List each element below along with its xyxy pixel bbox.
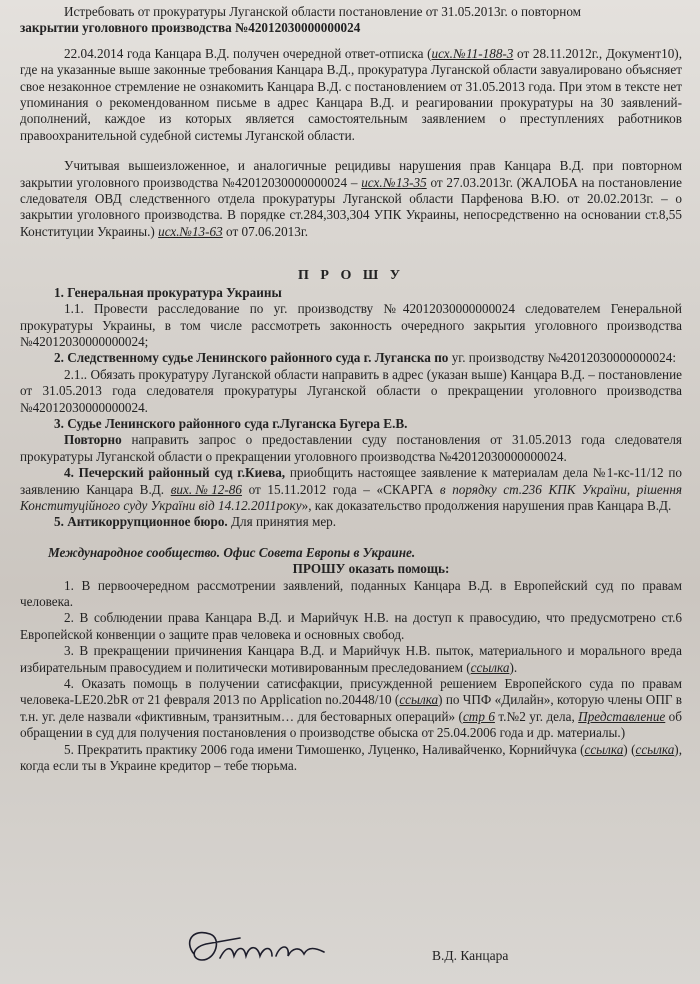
- intl-item-3-text-a: 3. В прекращении причинения Канцара В.Д. и Марийчук Н.В. пыток, материального и морального вреда избирательным правосудием и политически мотивированным преследованием (: [20, 643, 682, 675]
- para1-text-a: 22.04.2014 года Канцара В.Д. получен очередной ответ-отписка (: [64, 45, 432, 61]
- item-4-italic: в порядку ст.236 КПК України, рішення Конституційного суду України від 14.12.2011року: [20, 481, 682, 513]
- intl-item-5: [20, 742, 682, 775]
- item-3-text: [20, 432, 682, 465]
- link-ref-intl-4[interactable]: ссылка: [399, 692, 439, 708]
- help-request-heading: ПРОШУ оказать помощь:: [292, 561, 450, 577]
- intl-item-1: 1. В первоочередном рассмотрении заявлений, поданных Канцара В.Д. в Европейский суд по правам человека.: [20, 577, 682, 609]
- link-ref-intl-5b[interactable]: ссылка: [635, 741, 675, 757]
- item-1-text: 1.1. Провести расследование по уг. производству №42012030000000024 следователем Генеральной прокуратуры Украины, в том числе рассмотреть законность очередного закрытия уголовного производства №42012030000000024;: [20, 301, 682, 349]
- ref-link-13-35[interactable]: исх.№13-35: [361, 174, 427, 190]
- item-5-heading: 5. Антикоррупционное бюро.: [54, 514, 228, 530]
- header-line-2: [20, 20, 682, 36]
- international-heading: Международное сообщество. Офис Совета Европы в Украине.: [48, 544, 416, 560]
- item-5-text: Для принятия мер.: [227, 514, 337, 530]
- intl-item-4-text-c: т.№2 уг. дела,: [494, 708, 579, 724]
- item-4-text-c: », как доказательство продолжения нарушения прав Канцара В.Д.: [301, 497, 672, 513]
- header-line-2-text: закрытии уголовного производства №42012030000000024: [20, 20, 361, 36]
- para2-text-b: от 27.03.2013г. (ЖАЛОБА на постановление следователя ОВД следственного отдела прокуратуры Луганской области Парфенова В.Ю. от 20.02.2013г. – о закрытии уголовного производства. В порядке ст.284,303,304 УПК Украины, непосредственно на основании ст.8,55 Конституции Украины.): [20, 174, 682, 239]
- item-3-bold: Повторно: [64, 432, 122, 448]
- link-submission[interactable]: Представление: [578, 708, 666, 724]
- intl-item-4-text-a: 4. Оказать помощь в получении сатисфакции, присужденной решением Европейского суда по правам человека-LE20.2bR от 21 февраля 2013 по Application no.20448/10 (: [20, 676, 682, 708]
- item-4-text: [20, 465, 682, 514]
- item-2-heading-tail: уг. производству №42012030000000024:: [448, 350, 676, 366]
- handwritten-signature: [180, 924, 330, 972]
- para2-text-c: от 07.06.2013г.: [222, 223, 309, 239]
- ref-link-11-188-3[interactable]: исх.№11-188-3: [431, 45, 514, 61]
- item-4-text-a: приобщить настоящее заявление к материалам дела №1-кс-11/12 по заявлению Канцара В.Д.: [20, 465, 683, 497]
- item-3-body: направить запрос о предоставлении суду постановления от 31.05.2013 года следователя прокуратуры Луганской области о прекращении уголовного производства №42012030000000024.: [20, 432, 682, 464]
- item-5: [20, 514, 682, 530]
- link-ref-intl-5a[interactable]: ссылка: [584, 741, 624, 757]
- header-line-1: [20, 4, 682, 20]
- header-line-1-text: Истребовать от прокуратуры Луганской области постановление от 31.05.2013г. о повторном: [64, 4, 582, 19]
- paragraph-response: [20, 46, 682, 144]
- item-2-heading-bold: 2. Следственному судье Ленинского районного суда г. Луганска по: [54, 350, 449, 366]
- item-2-text: 2.1.. Обязать прокуратуру Луганской области направить в адрес (указан выше) Канцара В.Д. – постановление от 31.05.2013 года следователя прокуратуры Луганской области о прекращении уголовного производства №42012030000000024.: [20, 366, 682, 415]
- ref-link-13-63[interactable]: исх.№13-63: [158, 223, 223, 239]
- paragraph-considering: [20, 158, 682, 240]
- request-heading: П Р О Ш У: [298, 268, 404, 284]
- intl-item-3: [20, 643, 682, 676]
- para1-text-b: от 28.11.2012г., Документ10), где на указанные выше законные требования Канцара В.Д., прокуратура Луганской области завуалировано объясняет свое незаконное стремление не ознакомить Канцара В.Д. с постановлением от 31.05.2013 года. При этом в тексте нет упоминания о рекомендованном письме в адрес Канцара В.Д. и реагировании прокуратуры на 30 заявлений-дополнений, каждое из которых является самостоятельным заявлением о преступлениях работников правоохранительной судебной системы Луганской области.: [20, 45, 682, 143]
- intl-item-4: [20, 676, 682, 742]
- link-ref-intl-3[interactable]: ссылка: [470, 659, 510, 675]
- intl-item-5-text-c: ), когда если ты в Украине кредитор – тебе тюрьма.: [20, 741, 682, 774]
- item-2-heading: [20, 350, 682, 366]
- para2-text-a: Учитывая вышеизложенное, и аналогичные рецидивы нарушения прав Канцара В.Д. при повторном закрытии уголовного производства №42012030000000024 –: [20, 158, 682, 190]
- intl-item-5-text-a: 5. Прекратить практику 2006 года имени Тимошенко, Луценко, Наливайченко, Корнийчука (: [64, 741, 585, 757]
- signature-name: В.Д. Канцара: [432, 948, 509, 963]
- intl-item-2: 2. В соблюдении права Канцара В.Д. и Марийчук Н.В. на доступ к правосудию, что предусмотрено ст.6 Европейской конвенции о защите прав человека и основных свобод.: [20, 610, 682, 642]
- intl-item-3-text-b: ).: [509, 659, 518, 675]
- ref-link-12-86[interactable]: вих.№12-86: [170, 481, 242, 497]
- item-1-heading: 1. Генеральная прокуратура Украины: [54, 284, 282, 300]
- item-4-text-b: от 15.11.2012 года – «СКАРГА: [241, 481, 440, 497]
- item-4-heading: 4. Печерский районный суд г.Киева,: [64, 465, 286, 481]
- item-3-heading: 3. Судье Ленинского районного суда г.Луганска Бугера Е.В.: [54, 415, 408, 431]
- intl-item-5-text-b: ) (: [623, 741, 636, 757]
- intl-item-4-text-b: ) по ЧПФ «Дилайн», которую члены ОПГ в т.н. уг. деле назвали «фиктивным, транзитным… для бестоварных операций» (: [20, 692, 682, 724]
- link-page-6[interactable]: стр 6: [462, 708, 495, 724]
- intl-item-4-text-d: об обращении в суд для получения постановления о производстве обыска от 25.04.2006 года и др. материалы.): [20, 708, 682, 741]
